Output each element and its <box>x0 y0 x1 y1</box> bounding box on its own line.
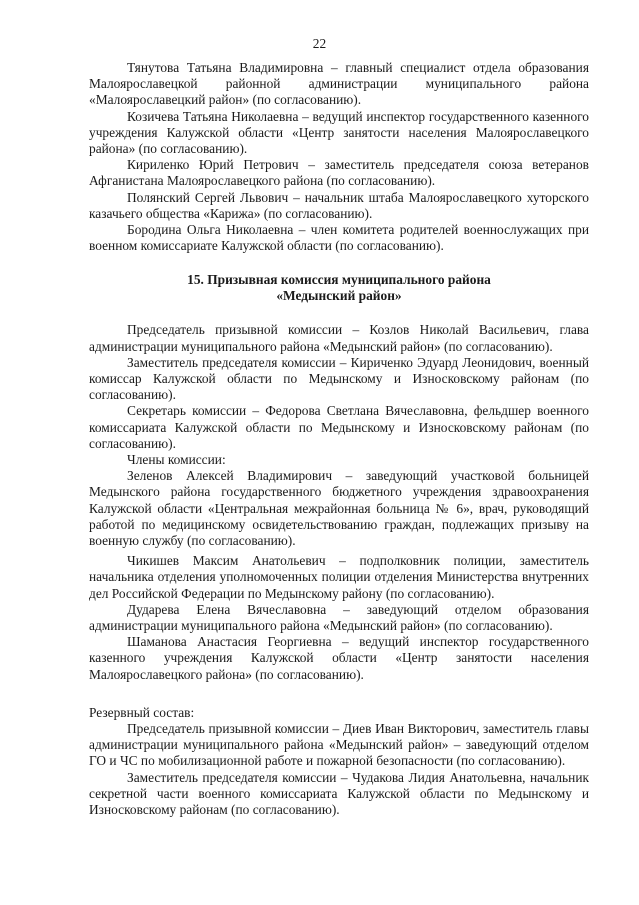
paragraph: Бородина Ольга Николаевна – член комитета родителей военнослужащих при военном комиссариате Калужской области (по согласованию). <box>89 222 589 254</box>
members-heading: Члены комиссии: <box>127 452 226 468</box>
section-15 <box>89 272 589 818</box>
section-title-line: 15. Призывная комиссия муниципального района <box>187 272 491 287</box>
member-paragraph: Шаманова Анастасия Георгиевна – ведущий инспектор государственного казенного учреждения Калужской области «Центр занятости населения Малоярославецкого района» (по согласованию). <box>89 634 589 682</box>
paragraph: Козичева Татьяна Николаевна – ведущий инспектор государственного казенного учреждения Калужской области «Центр занятости населения Малоярославецкого района» (по согласованию). <box>89 108 589 157</box>
paragraph: Тянутова Татьяна Владимировна – главный специалист отдела образования Малоярославецкой районной администрации муниципального района «Малоярославецкий район» (по согласованию). <box>89 60 589 108</box>
members-list-previous <box>89 60 589 254</box>
member-paragraph: Чикишев Максим Анатольевич – подполковник полиции, заместитель начальника отделения уполномоченных полиции отделения Министерства внутренних дел Российской Федерации по Медынскому району (по согласованию). <box>89 553 589 601</box>
member-paragraph: Зеленов Алексей Владимирович – заведующий участковой больницей Медынского района государственного бюджетного учреждения здравоохранения Калужской области «Центральная межрайонная больница № 6», врач, руководящий работой по медицинскому освидетельствованию граждан, подлежащих призыву на военную службу (по согласованию). <box>89 468 589 549</box>
page-number: 22 <box>312 36 327 51</box>
paragraph: Полянский Сергей Львович – начальник штаба Малоярославецкого хуторского казачьего общества «Карижа» (по согласованию). <box>89 189 589 221</box>
member-paragraph: Дударева Елена Вячеславовна – заведующий отделом образования администрации муниципального района «Медынский район» (по согласованию). <box>89 601 589 634</box>
secretary-paragraph: Секретарь комиссии – Федорова Светлана Вячеславовна, фельдшер военного комиссариата Калужской области по Медынскому и Износковскому районам (по согласованию). <box>89 403 589 451</box>
chairman-paragraph: Председатель призывной комиссии – Козлов Николай Васильевич, глава администрации муниципального района «Медынский район» (по согласованию). <box>89 322 589 354</box>
reserve-paragraph: Председатель призывной комиссии – Диев Иван Викторович, заместитель главы администрации муниципального района «Медынский район» – заведующий отделом ГО и ЧС по мобилизационной работе и пожарной безопасности (по согласованию). <box>89 721 589 769</box>
paragraph: Кириленко Юрий Петрович – заместитель председателя союза ветеранов Афганистана Малоярославецкого района (по согласованию). <box>89 157 589 189</box>
reserve-paragraph: Заместитель председателя комиссии – Чудакова Лидия Анатольевна, начальник секретной части военного комиссариата Калужской области по Медынскому и Износковскому районам (по согласованию). <box>89 769 589 818</box>
deputy-paragraph: Заместитель председателя комиссии – Кириченко Эдуард Леонидович, военный комиссар Калужской области по Медынскому и Износковскому районам (по согласованию). <box>89 354 589 403</box>
reserve-heading: Резервный состав: <box>89 704 195 720</box>
section-title-line: «Медынский район» <box>276 288 402 304</box>
section-title <box>89 272 589 304</box>
